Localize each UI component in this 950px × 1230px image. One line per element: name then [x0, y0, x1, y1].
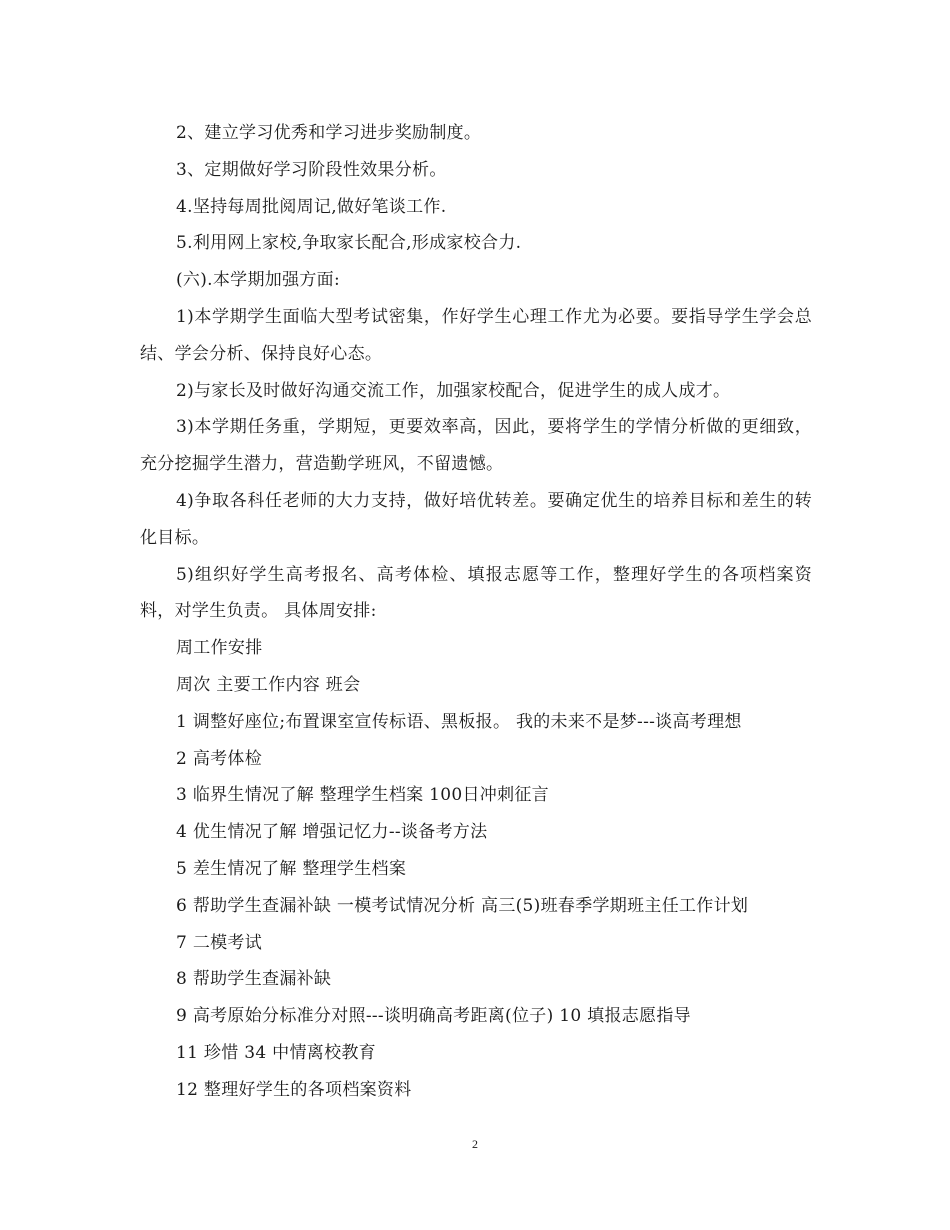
schedule-row: 4 优生情况了解 增强记忆力--谈备考方法 — [176, 822, 488, 843]
schedule-title: 周工作安排 — [176, 638, 263, 659]
schedule-row: 1 调整好座位;布置课室宣传标语、黑板报。 我的未来不是梦---谈高考理想 — [176, 711, 742, 732]
document-body — [140, 115, 812, 1109]
list-item: 2、建立学习优秀和学习进步奖励制度。 — [176, 123, 482, 143]
schedule-row: 9 高考原始分标准分对照---谈明确高考距离(位子) 10 填报志愿指导 — [176, 1006, 691, 1027]
page-number: 2 — [472, 1137, 478, 1151]
schedule-row: 7 二模考试 — [176, 932, 263, 953]
schedule-row: 6 帮助学生查漏补缺 一模考试情况分析 高三(5)班春季学期班主任工作计划 — [176, 895, 749, 916]
paragraph: 4)争取各科任老师的大力支持，做好培优转差。要确定优生的培养目标和差生的转化目标。 — [140, 490, 812, 548]
schedule-row: 5 差生情况了解 整理学生档案 — [176, 858, 407, 879]
schedule-row: 3 临界生情况了解 整理学生档案 100日冲刺征言 — [176, 785, 549, 806]
schedule-row: 2 高考体检 — [176, 748, 263, 769]
paragraph: 5)组织好学生高考报名、高考体检、填报志愿等工作，整理好学生的各项档案资料，对学生负责。 具体周安排: — [140, 564, 812, 622]
paragraph: 2)与家长及时做好沟通交流工作，加强家校配合，促进学生的成人成才。 — [176, 380, 731, 401]
schedule-row: 11 珍惜 34 中情离校教育 — [176, 1042, 376, 1063]
schedule-header: 周次 主要工作内容 班会 — [176, 674, 361, 695]
paragraph: 3)本学期任务重，学期短，更要效率高，因此，要将学生的学情分析做的更细致，充分挖掘学生潜力，营造勤学班风，不留遗憾。 — [140, 417, 812, 475]
section-heading: (六).本学期加强方面: — [176, 270, 340, 291]
schedule-row: 12 整理好学生的各项档案资料 — [176, 1079, 412, 1100]
list-item: 5.利用网上家校,争取家长配合,形成家校合力. — [176, 233, 522, 254]
list-item: 3、定期做好学习阶段性效果分析。 — [176, 159, 447, 180]
schedule-row: 8 帮助学生查漏补缺 — [176, 969, 332, 990]
paragraph: 1)本学期学生面临大型考试密集，作好学生心理工作尤为必要。要指导学生学会总结、学会分析、保持良好心态。 — [140, 306, 812, 364]
list-item: 4.坚持每周批阅周记,做好笔谈工作. — [176, 196, 447, 217]
